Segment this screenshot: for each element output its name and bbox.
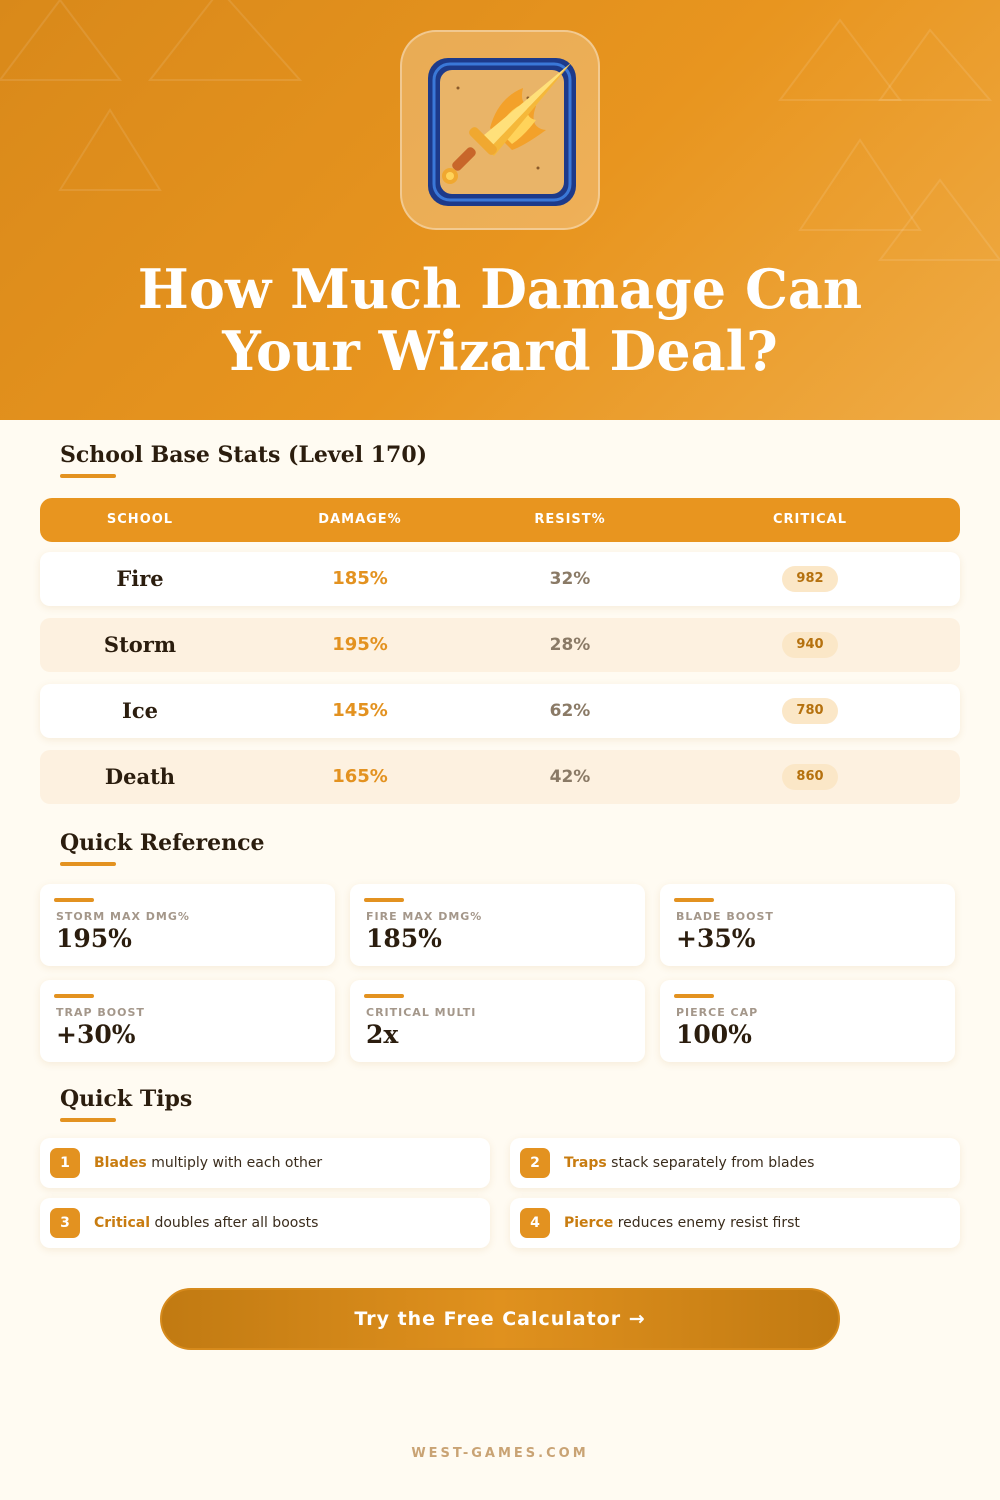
card-label: BLADE BOOST bbox=[676, 910, 774, 923]
table-row bbox=[40, 684, 960, 738]
table-row bbox=[40, 618, 960, 672]
resist-value: 32% bbox=[549, 569, 591, 589]
card-value: 2x bbox=[366, 1020, 399, 1049]
tip-item bbox=[510, 1198, 960, 1248]
section-underline bbox=[60, 474, 116, 478]
reference-section-title: Quick Reference bbox=[60, 830, 265, 856]
card-label: PIERCE CAP bbox=[676, 1006, 759, 1019]
tip-text bbox=[94, 1198, 318, 1248]
title-line-1: How Much Damage Can bbox=[137, 257, 863, 321]
tip-item bbox=[40, 1198, 490, 1248]
tip-number-badge: 1 bbox=[50, 1148, 80, 1178]
footer-site-link[interactable]: WEST-GAMES.COM bbox=[411, 1446, 589, 1461]
tip-number-badge: 4 bbox=[520, 1208, 550, 1238]
hero-banner bbox=[0, 0, 1000, 420]
critical-badge: 860 bbox=[782, 764, 838, 790]
try-calculator-button[interactable]: Try the Free Calculator → bbox=[160, 1288, 840, 1350]
stats-section-title: School Base Stats (Level 170) bbox=[60, 442, 428, 468]
table-row bbox=[40, 750, 960, 804]
school-name: Ice bbox=[122, 698, 158, 723]
tip-number-badge: 3 bbox=[50, 1208, 80, 1238]
school-name: Fire bbox=[116, 566, 164, 591]
reference-card bbox=[660, 884, 955, 966]
damage-value: 145% bbox=[332, 700, 388, 721]
card-value: 185% bbox=[366, 924, 442, 953]
card-value: 100% bbox=[676, 1020, 752, 1049]
tip-description: stack separately from blades bbox=[606, 1155, 815, 1171]
header-resist: RESIST% bbox=[534, 512, 606, 527]
resist-value: 28% bbox=[549, 635, 591, 655]
card-accent-bar bbox=[54, 898, 94, 902]
card-label: TRAP BOOST bbox=[56, 1006, 145, 1019]
stats-table-header bbox=[40, 498, 960, 542]
app-logo-tile bbox=[400, 30, 600, 230]
reference-card bbox=[660, 980, 955, 1062]
table-row bbox=[40, 552, 960, 606]
critical-badge: 940 bbox=[782, 632, 838, 658]
tip-keyword: Critical bbox=[94, 1215, 151, 1231]
tip-keyword: Blades bbox=[94, 1155, 147, 1171]
card-accent-bar bbox=[364, 994, 404, 998]
card-accent-bar bbox=[674, 898, 714, 902]
tip-description: doubles after all boosts bbox=[150, 1215, 319, 1231]
section-underline bbox=[60, 1118, 116, 1122]
tip-text bbox=[564, 1198, 800, 1248]
resist-value: 62% bbox=[549, 701, 591, 721]
tip-item bbox=[510, 1138, 960, 1188]
card-value: +30% bbox=[56, 1020, 136, 1049]
card-value: 195% bbox=[56, 924, 132, 953]
card-value: +35% bbox=[676, 924, 756, 953]
card-accent-bar bbox=[364, 898, 404, 902]
card-label: FIRE MAX DMG% bbox=[366, 910, 483, 923]
tip-text bbox=[564, 1138, 814, 1188]
header-damage: DAMAGE% bbox=[318, 512, 402, 527]
card-accent-bar bbox=[54, 994, 94, 998]
reference-card bbox=[350, 884, 645, 966]
reference-card bbox=[40, 884, 335, 966]
school-name: Death bbox=[104, 764, 176, 789]
flaming-sword-icon bbox=[428, 58, 576, 206]
tip-keyword: Traps bbox=[564, 1155, 607, 1171]
tip-text bbox=[94, 1138, 322, 1188]
critical-badge: 780 bbox=[782, 698, 838, 724]
damage-value: 195% bbox=[332, 634, 388, 655]
resist-value: 42% bbox=[549, 767, 591, 787]
tip-description: multiply with each other bbox=[146, 1155, 323, 1171]
page-title bbox=[0, 258, 1000, 382]
damage-value: 185% bbox=[332, 568, 388, 589]
tip-item bbox=[40, 1138, 490, 1188]
tip-number-badge: 2 bbox=[520, 1148, 550, 1178]
damage-value: 165% bbox=[332, 766, 388, 787]
critical-badge: 982 bbox=[782, 566, 838, 592]
card-label: CRITICAL MULTI bbox=[366, 1006, 477, 1019]
tip-description: reduces enemy resist first bbox=[613, 1215, 800, 1231]
header-critical: CRITICAL bbox=[773, 512, 847, 527]
tips-section-title: Quick Tips bbox=[60, 1086, 193, 1112]
reference-card bbox=[350, 980, 645, 1062]
card-accent-bar bbox=[674, 994, 714, 998]
school-name: Storm bbox=[103, 632, 177, 657]
tip-keyword: Pierce bbox=[564, 1215, 614, 1231]
card-label: STORM MAX DMG% bbox=[56, 910, 190, 923]
reference-card bbox=[40, 980, 335, 1062]
section-underline bbox=[60, 862, 116, 866]
header-school: SCHOOL bbox=[106, 512, 174, 527]
title-line-2: Your Wizard Deal? bbox=[222, 319, 778, 383]
